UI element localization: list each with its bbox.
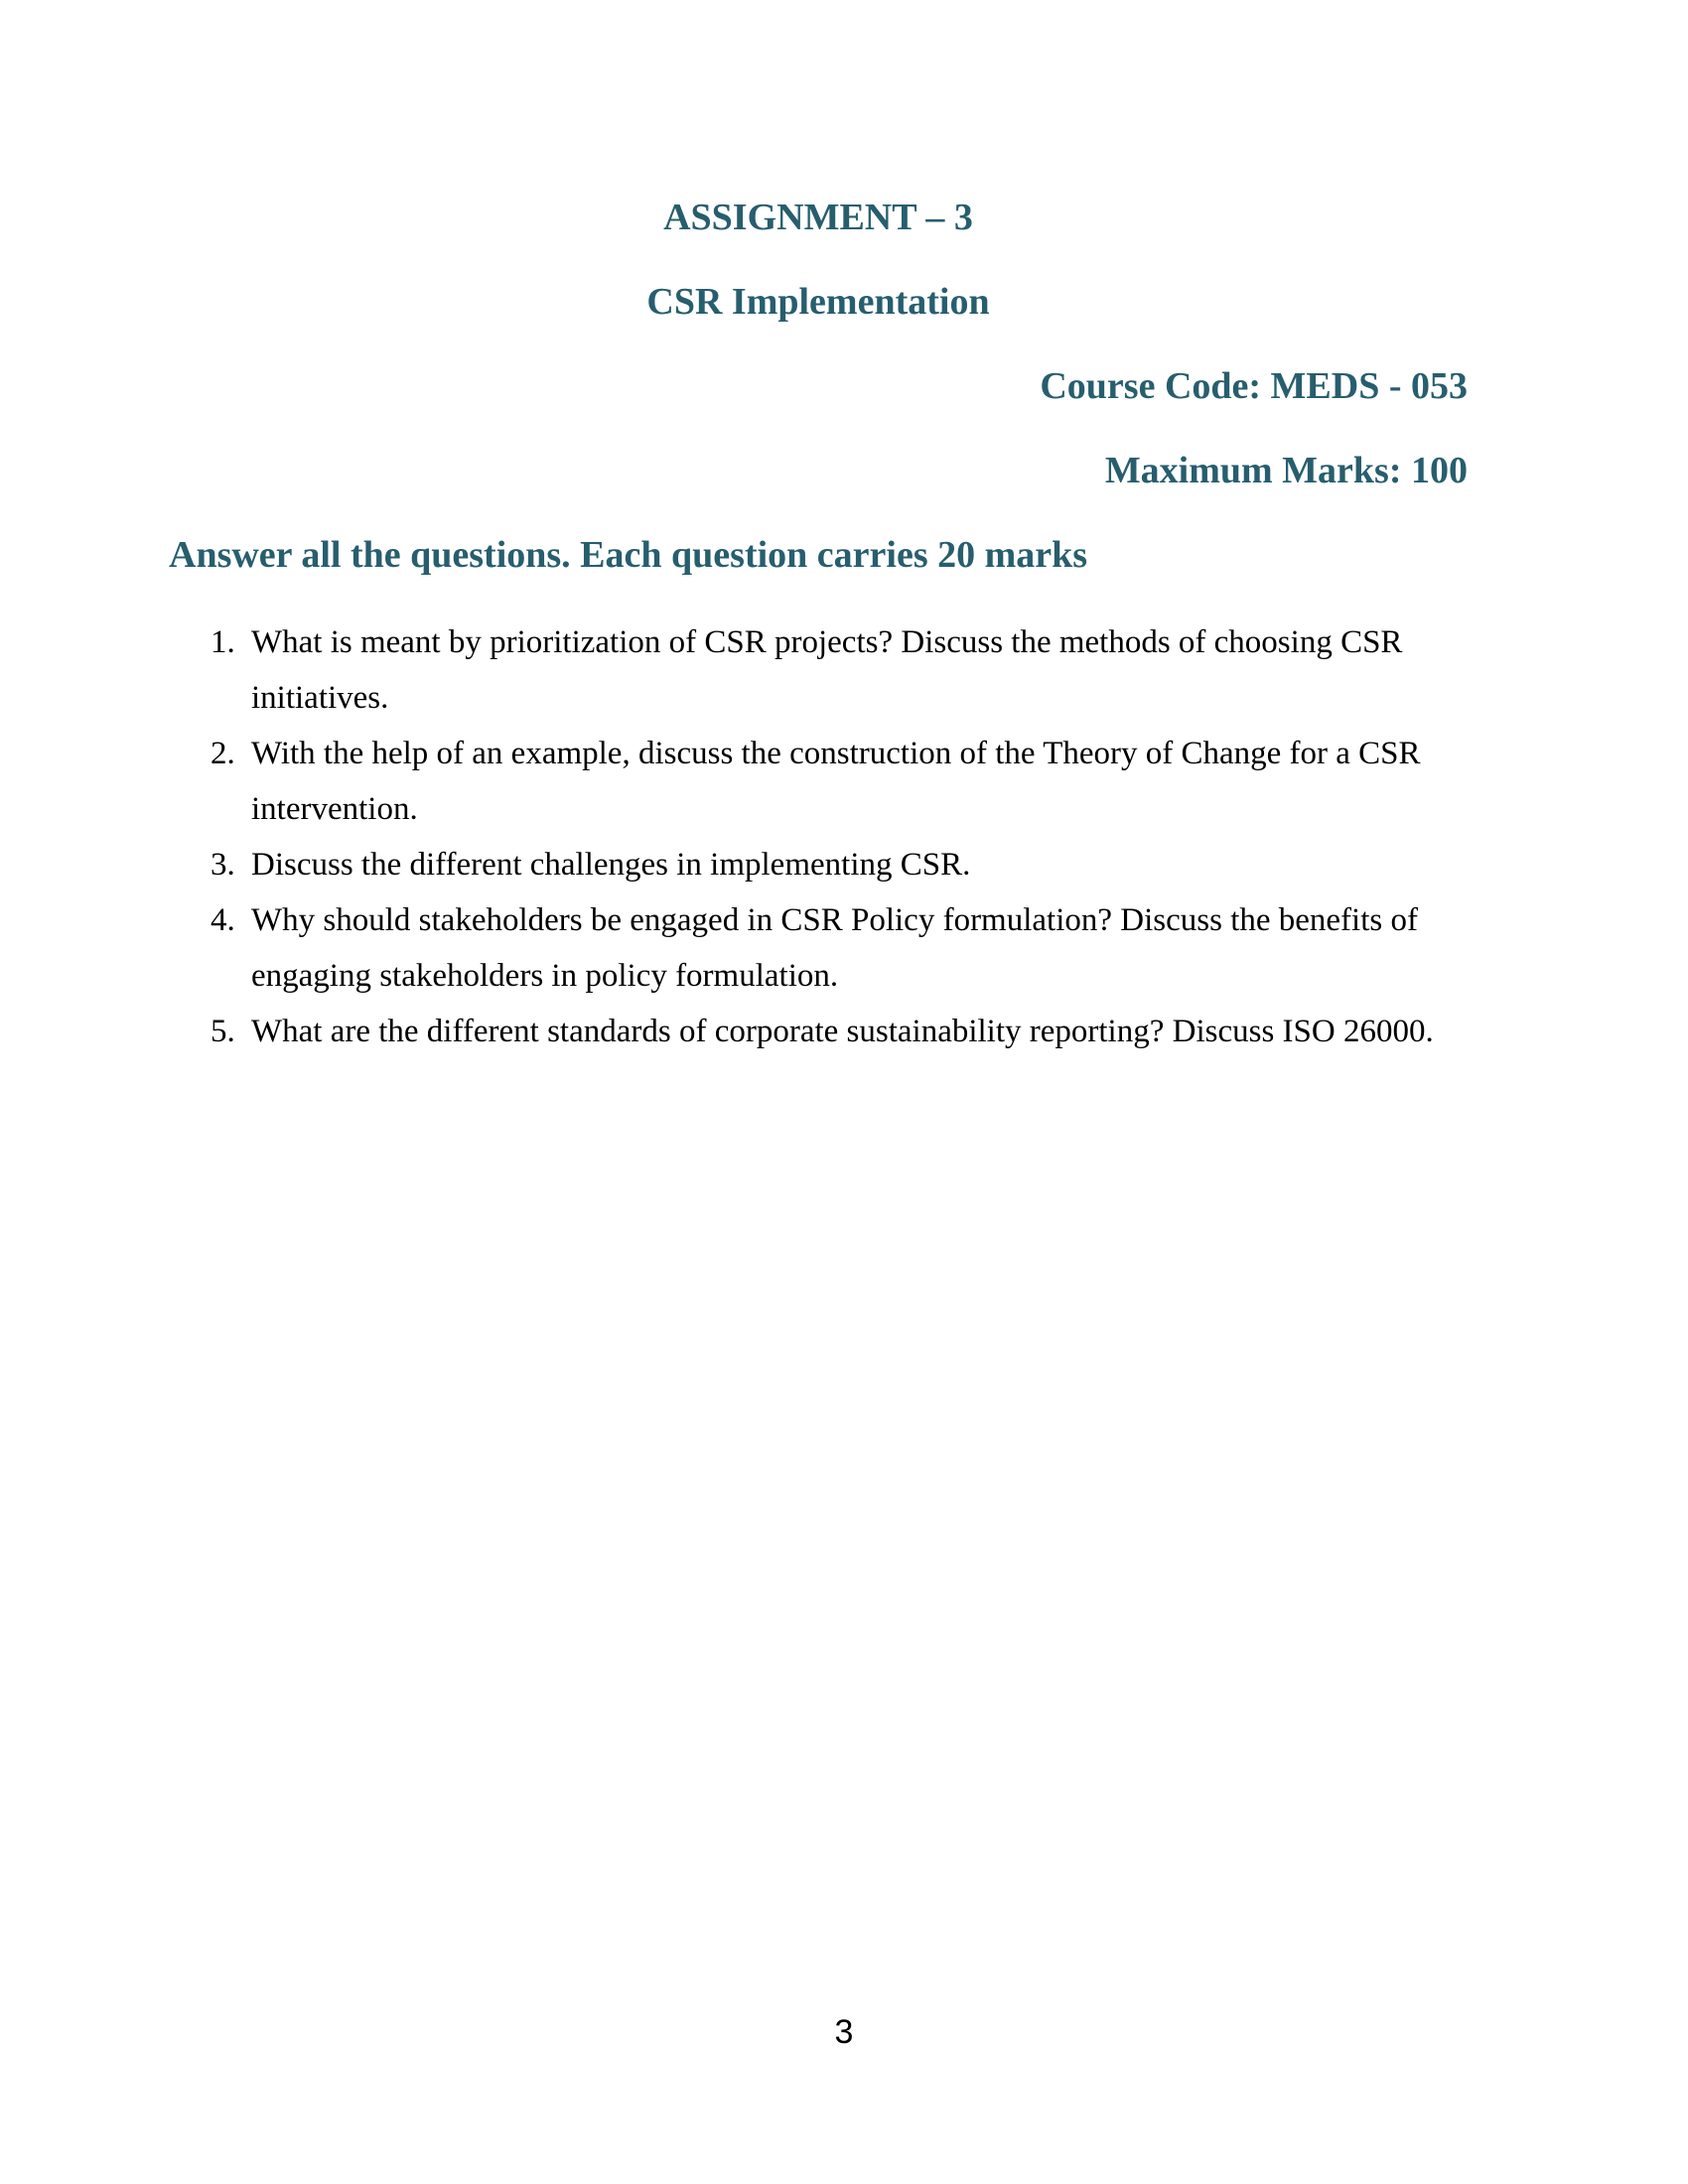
- question-number: 2.: [211, 736, 235, 771]
- question-item-1: [169, 614, 1468, 726]
- assignment-title: ASSIGNMENT – 3: [663, 197, 973, 238]
- question-text: With the help of an example, discuss the construction of the Theory of Change for a CSR intervention.: [251, 736, 1421, 827]
- question-item-3: [169, 837, 1468, 892]
- question-number: 1.: [211, 624, 235, 660]
- question-text: Why should stakeholders be engaged in CSR Policy formulation? Discuss the benefits of engaging stakeholders in policy formulation.: [251, 902, 1418, 994]
- instruction-line: Answer all the questions. Each question carries 20 marks: [169, 534, 1088, 576]
- page-number: 3: [834, 2013, 854, 2051]
- question-item-5: [169, 1004, 1468, 1059]
- page-content: [169, 176, 1468, 1059]
- question-text: Discuss the different challenges in implementing CSR.: [251, 847, 971, 883]
- question-number: 4.: [211, 902, 235, 938]
- question-number: 5.: [211, 1014, 235, 1049]
- assignment-subtitle: CSR Implementation: [646, 281, 990, 323]
- question-text: What is meant by prioritization of CSR projects? Discuss the methods of choosing CSR initiatives.: [251, 624, 1403, 716]
- course-code: Course Code: MEDS - 053: [1040, 365, 1468, 407]
- question-text: What are the different standards of corporate sustainability reporting? Discuss ISO 26000.: [251, 1014, 1434, 1049]
- question-item-4: [169, 892, 1468, 1004]
- question-number: 3.: [211, 847, 235, 883]
- maximum-marks: Maximum Marks: 100: [1104, 450, 1468, 491]
- question-list: [169, 614, 1468, 1059]
- question-item-2: [169, 726, 1468, 837]
